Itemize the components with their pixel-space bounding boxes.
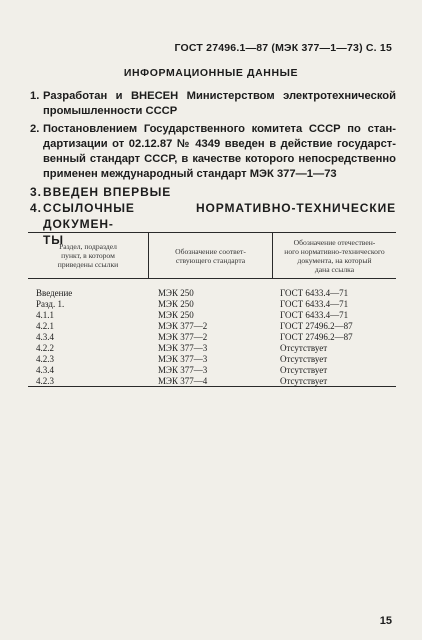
header-line: приведены ссылки <box>57 260 119 269</box>
header-line: дана ссылка <box>314 264 355 274</box>
header-line: Раздел, подраздел <box>59 242 117 251</box>
table-body <box>28 288 396 387</box>
item-text-line: Постановлением Государственного комитета СССР по стан- <box>43 123 396 135</box>
header-line: Обозначение отечествен- <box>293 237 376 247</box>
item-text-line: дартизации от 02.12.87 № 4349 введен в действие государст- <box>43 138 396 150</box>
item-text-line: применен международный стандарт МЭК 377—1—73 <box>43 168 337 180</box>
cell-section: 4.3.4 <box>36 332 54 342</box>
info-item-2 <box>30 122 396 182</box>
cell-standard: МЭК 250 <box>158 310 194 320</box>
cell-standard: МЭК 377—3 <box>158 354 208 364</box>
item-number: 2. <box>30 123 40 135</box>
item-text-line: ТЫ <box>43 233 64 247</box>
header-line: Обозначение соответ- <box>175 246 246 256</box>
cell-standard: МЭК 377—2 <box>158 332 208 342</box>
cell-section: 4.2.1 <box>36 321 54 331</box>
header-line: документа, на который <box>297 255 372 265</box>
cell-document: ГОСТ 27496.2—87 <box>280 332 353 342</box>
cell-section: 4.2.3 <box>36 354 54 364</box>
item-number: 1. <box>30 90 40 102</box>
cell-document: ГОСТ 6433.4—71 <box>280 299 349 309</box>
table-row <box>28 288 396 299</box>
table-row <box>28 310 396 321</box>
reference-documents-table <box>28 232 396 387</box>
table-row <box>28 332 396 343</box>
info-item-1 <box>30 89 396 119</box>
column-header-standard <box>149 233 272 278</box>
cell-document: Отсутствует <box>280 343 328 353</box>
header-line: ного нормативно-технического <box>284 246 385 256</box>
cell-section: Разд. 1. <box>36 299 65 309</box>
table-row <box>28 354 396 365</box>
cell-standard: МЭК 377—2 <box>158 321 208 331</box>
header-line: ствующего стандарта <box>175 255 246 265</box>
item-number: 4. <box>30 201 42 215</box>
cell-section: 4.2.2 <box>36 343 54 353</box>
table-row <box>28 376 396 387</box>
cell-standard: МЭК 250 <box>158 299 194 309</box>
info-item-3 <box>30 184 396 200</box>
cell-section: Введение <box>36 288 73 298</box>
cell-document: ГОСТ 6433.4—71 <box>280 310 349 320</box>
table-header <box>28 233 396 279</box>
page-number: 15 <box>379 615 392 627</box>
cell-document: Отсутствует <box>280 376 328 386</box>
cell-section: 4.2.3 <box>36 376 54 386</box>
table-row <box>28 343 396 354</box>
cell-standard: МЭК 250 <box>158 288 194 298</box>
item-text-line: венный стандарт СССР, в качестве которого непосредственно <box>43 153 396 165</box>
cell-section: 4.3.4 <box>36 365 54 375</box>
cell-document: ГОСТ 6433.4—71 <box>280 288 349 298</box>
item-number: 3. <box>30 185 42 199</box>
item-text-line: Разработан и ВНЕСЕН Министерством электротехнической <box>43 90 396 102</box>
cell-standard: МЭК 377—3 <box>158 365 208 375</box>
item-text-line: ССЫЛОЧНЫЕ НОРМАТИВНО-ТЕХНИЧЕСКИЕ ДОКУМЕН- <box>43 201 396 231</box>
cell-document: Отсутствует <box>280 354 328 364</box>
cell-standard: МЭК 377—4 <box>158 376 208 386</box>
column-header-section <box>28 233 148 278</box>
cell-standard: МЭК 377—3 <box>158 343 208 353</box>
cell-document: ГОСТ 27496.2—87 <box>280 321 353 331</box>
column-header-domestic-document <box>273 233 396 278</box>
table-row <box>28 299 396 310</box>
cell-document: Отсутствует <box>280 365 328 375</box>
table-row <box>28 321 396 332</box>
header-line: пункт, в котором <box>61 251 115 260</box>
table-row <box>28 365 396 376</box>
item-text-line: промышленности СССР <box>43 105 178 117</box>
section-title: ИНФОРМАЦИОННЫЕ ДАННЫЕ <box>123 67 299 79</box>
item-text-line: ВВЕДЕН ВПЕРВЫЕ <box>43 185 172 199</box>
cell-section: 4.1.1 <box>36 310 54 320</box>
page-header: ГОСТ 27496.1—87 (МЭК 377—1—73) С. 15 <box>174 42 392 54</box>
